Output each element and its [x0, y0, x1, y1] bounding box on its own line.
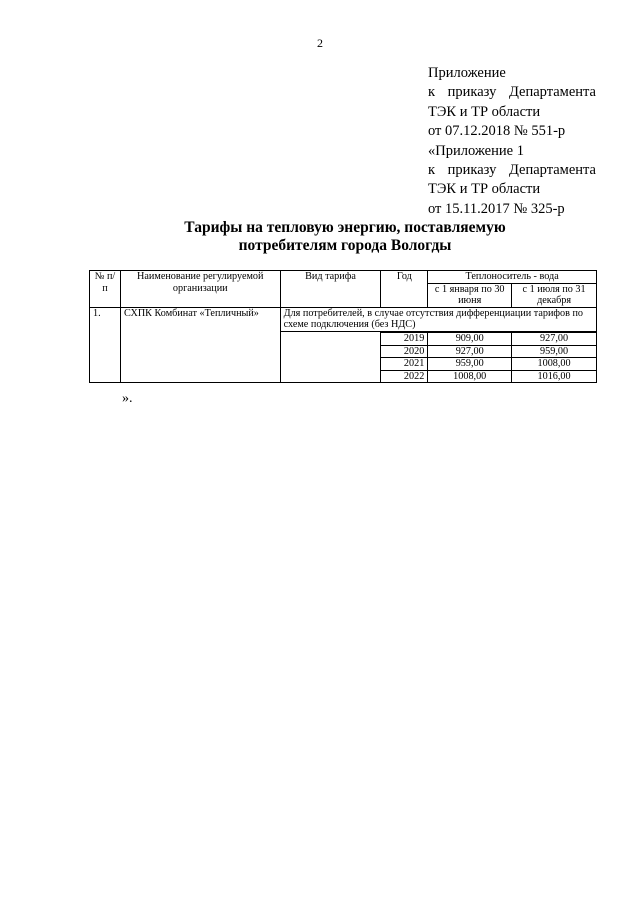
year-cell: 2022 — [381, 370, 428, 383]
header-period-2: с 1 июля по 31 декабря — [512, 283, 597, 307]
document-title — [0, 219, 640, 255]
appendix-line: от 07.12.2018 № 551-р — [428, 123, 566, 140]
tariff-h2-cell: 959,00 — [512, 345, 597, 358]
header-org: Наименование регулируемой организации — [120, 271, 280, 308]
appendix-word: приказу — [447, 84, 497, 101]
header-period-1: с 1 января по 30 июня — [428, 283, 512, 307]
title-line: Тарифы на тепловую энергию, поставляемую — [184, 219, 506, 236]
tariff-h1-cell: 909,00 — [428, 332, 512, 345]
tariff-h2-cell: 927,00 — [512, 332, 597, 345]
tariff-h1-cell: 959,00 — [428, 358, 512, 371]
appendix-header — [428, 64, 618, 219]
appendix-line: от 15.11.2017 № 325-р — [428, 200, 565, 217]
appendix-word: Департамента — [508, 84, 596, 101]
row-num: 1. — [90, 307, 121, 383]
title-line: потребителям города Вологды — [238, 237, 452, 254]
table-row — [90, 307, 597, 331]
appendix-line: Приложение — [428, 65, 506, 81]
tariff-table — [89, 270, 597, 383]
row-org: СХПК Комбинат «Тепличный» — [120, 307, 280, 383]
appendix-word: к — [428, 162, 436, 179]
tariff-h1-cell: 1008,00 — [428, 370, 512, 383]
tariff-h1-cell: 927,00 — [428, 345, 512, 358]
year-cell: 2021 — [381, 358, 428, 371]
header-tariff-type: Вид тарифа — [280, 271, 381, 308]
closing-quote: ». — [122, 391, 133, 406]
year-cell: 2019 — [381, 332, 428, 345]
year-cell: 2020 — [381, 345, 428, 358]
appendix-line — [428, 161, 596, 180]
appendix-line — [428, 83, 596, 102]
row-description: Для потребителей, в случае отсутствия дифференциации тарифов по схеме подключения (без НДС) — [280, 307, 596, 331]
header-carrier: Теплоноситель - вода — [428, 271, 597, 284]
tariff-h2-cell: 1008,00 — [512, 358, 597, 371]
appendix-word: приказу — [447, 162, 497, 179]
appendix-word: к — [428, 84, 436, 101]
page-number: 2 — [317, 36, 323, 50]
header-num: № п/п — [90, 271, 121, 308]
appendix-line: «Приложение 1 — [428, 142, 524, 159]
appendix-line: ТЭК и ТР области — [428, 103, 541, 120]
tariff-type-cell — [280, 331, 381, 382]
header-year: Год — [381, 271, 428, 308]
appendix-word: Департамента — [508, 162, 596, 179]
appendix-line: ТЭК и ТР области — [428, 181, 541, 198]
tariff-h2-cell: 1016,00 — [512, 370, 597, 383]
header-row — [90, 271, 597, 284]
